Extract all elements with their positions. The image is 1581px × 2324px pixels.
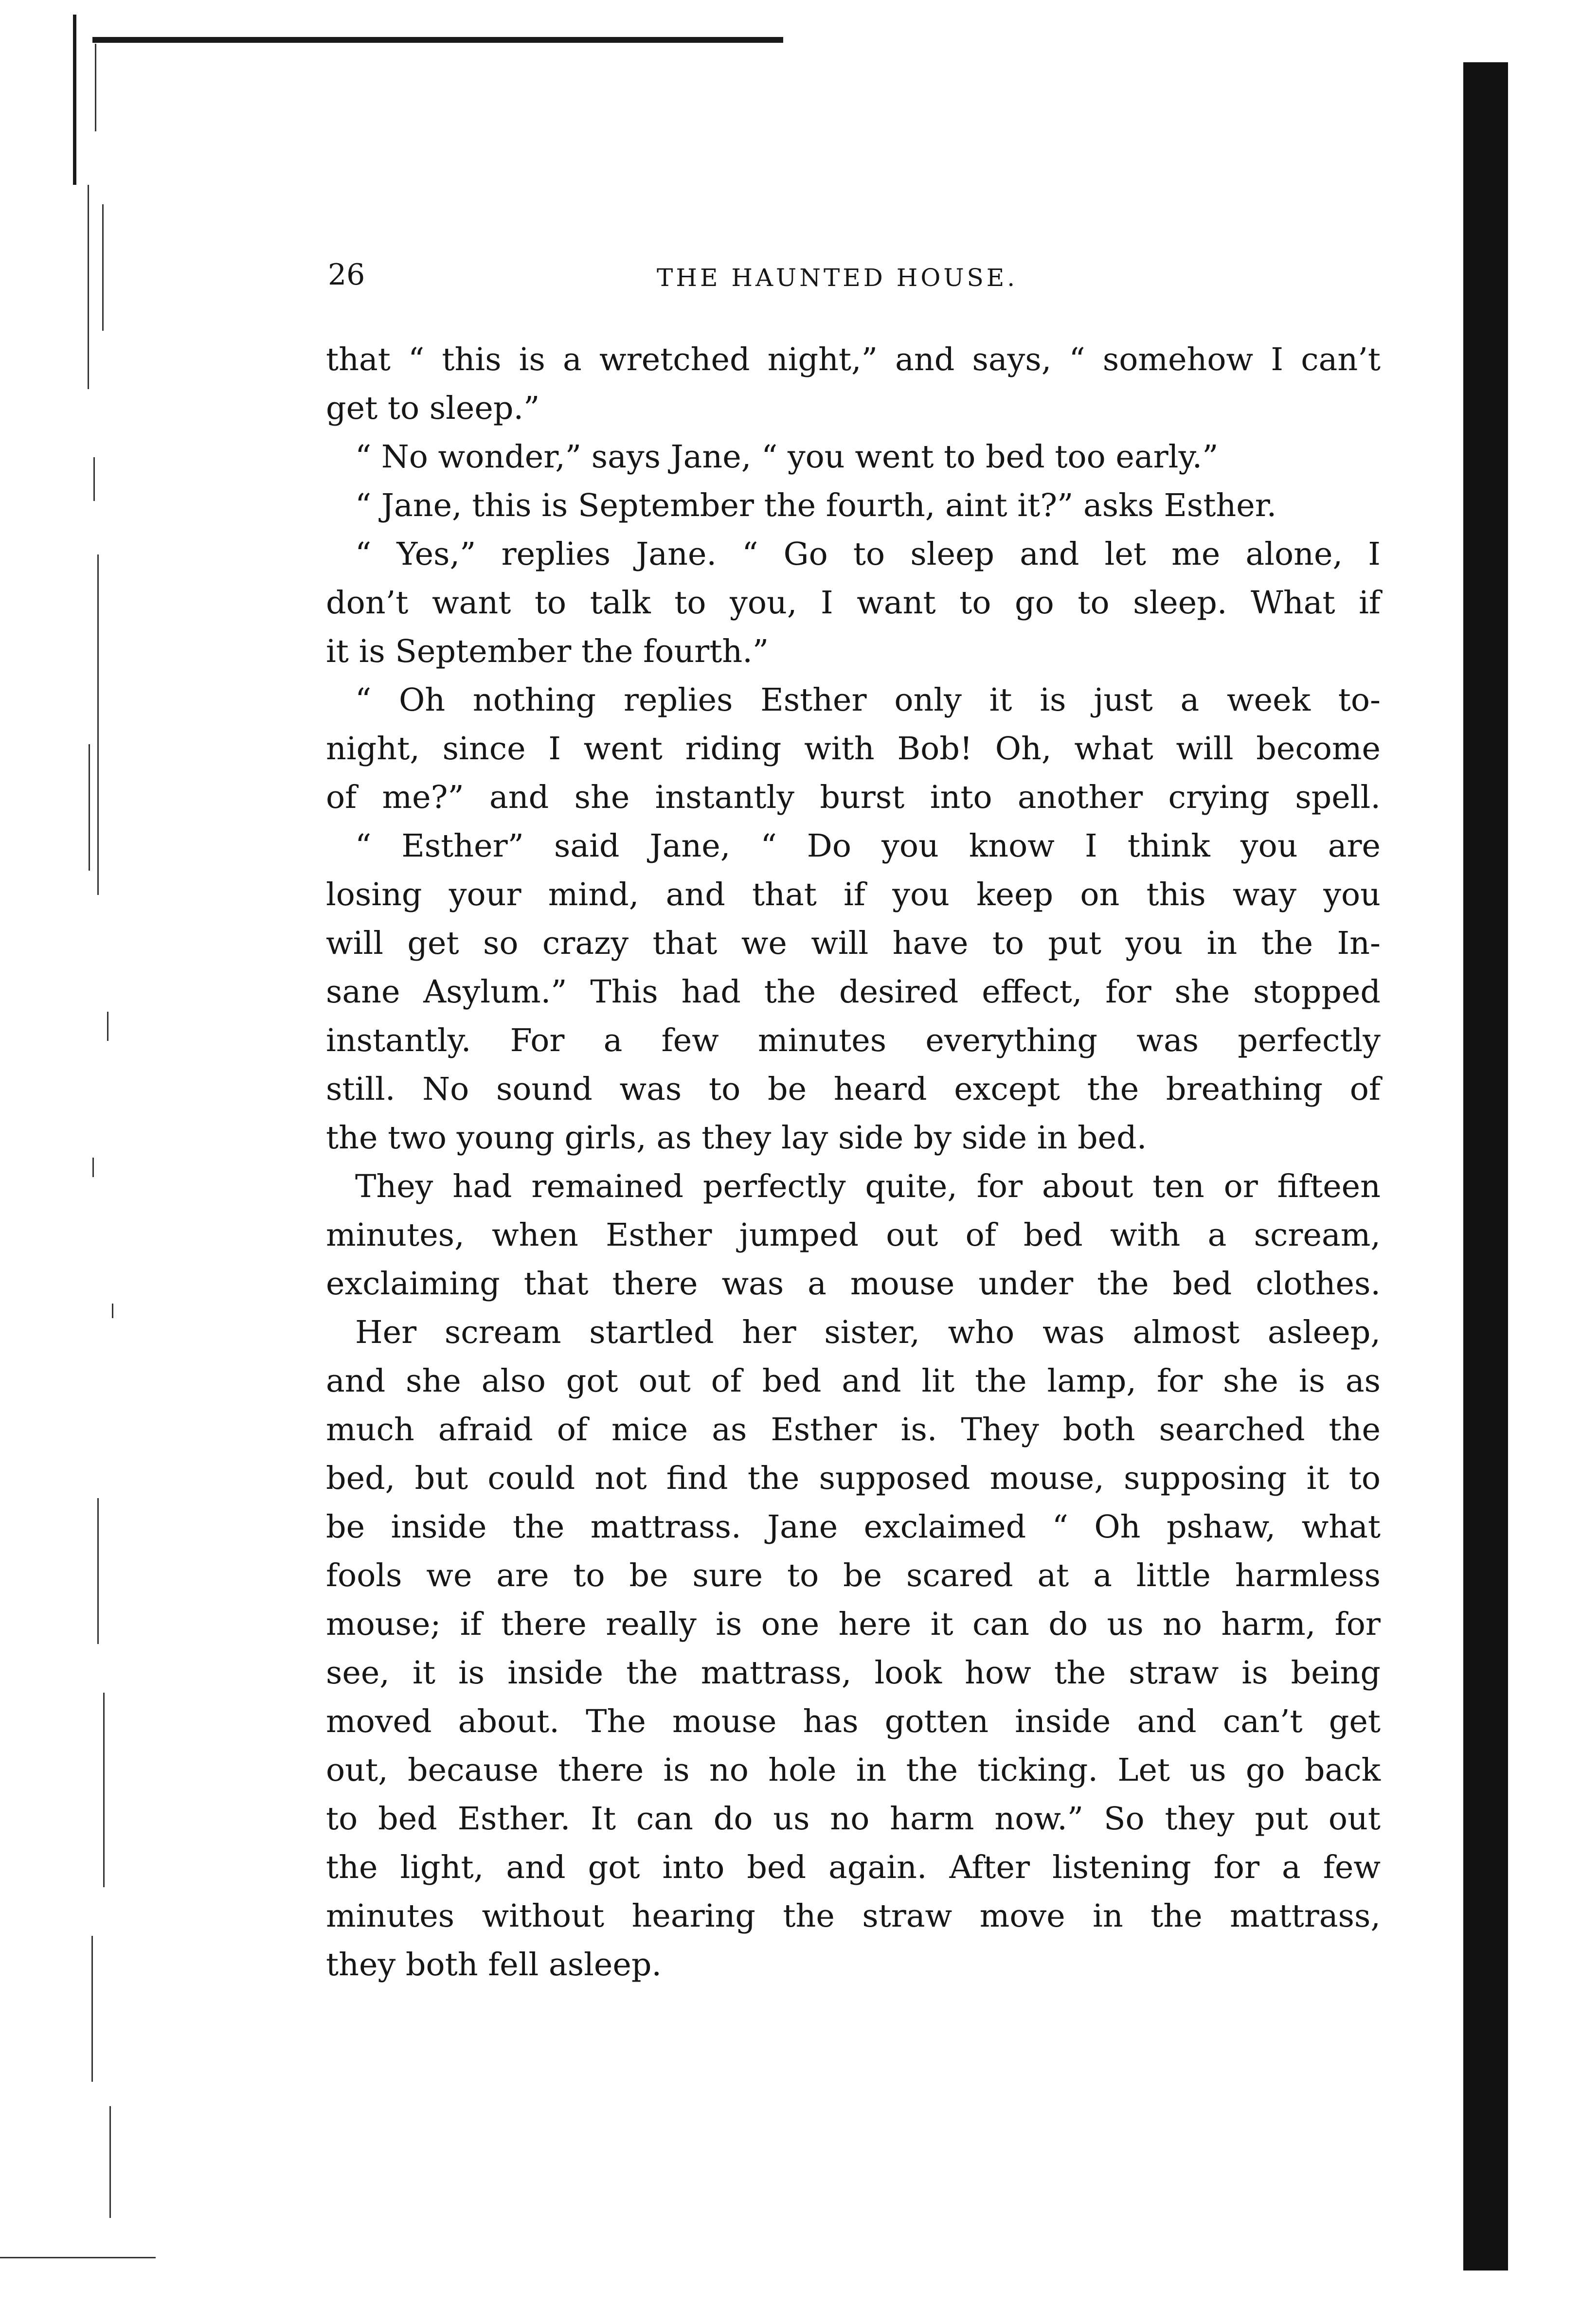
text-line: instantly. For a few minutes everything was perfectly — [326, 1022, 1381, 1059]
text-line: mouse; if there really is one here it can do us no harm, for — [326, 1606, 1381, 1643]
text-line: see, it is inside the mattrass, look how the straw is being — [326, 1655, 1381, 1691]
text-line: and she also got out of bed and lit the lamp, for she is as — [326, 1363, 1381, 1399]
text-line: don’t want to talk to you, I want to go to sleep. What if — [326, 585, 1381, 621]
text-line: much afraid of mice as Esther is. They both searched the — [326, 1412, 1381, 1448]
text-line: minutes without hearing the straw move in the mattrass, — [326, 1898, 1381, 1934]
text-line: “ Esther” said Jane, “ Do you know I think you are — [355, 828, 1381, 864]
page-number: 26 — [328, 258, 365, 292]
text-line: night, since I went riding with Bob! Oh, what will become — [326, 731, 1381, 767]
text-line: “ Oh nothing replies Esther only it is just a week to- — [355, 682, 1381, 718]
text-line: get to sleep.” — [326, 390, 540, 427]
text-line: it is September the fourth.” — [326, 633, 769, 670]
text-line: bed, but could not find the supposed mouse, supposing it to — [326, 1460, 1381, 1497]
text-line: They had remained perfectly quite, for about ten or fifteen — [355, 1168, 1381, 1205]
body-text — [326, 336, 1381, 1989]
text-line: “ Yes,” replies Jane. “ Go to sleep and let me alone, I — [355, 536, 1381, 572]
scan-edge-rule-top — [92, 37, 783, 43]
text-line: out, because there is no hole in the ticking. Let us go back — [326, 1752, 1381, 1788]
text-line: still. No sound was to be heard except the breathing of — [326, 1071, 1381, 1108]
text-line: exclaiming that there was a mouse under the bed clothes. — [326, 1266, 1381, 1302]
text-line: to bed Esther. It can do us no harm now.” So they put out — [326, 1801, 1381, 1837]
text-line: moved about. The mouse has gotten inside and can’t get — [326, 1703, 1381, 1740]
text-line: Her scream startled her sister, who was almost asleep, — [355, 1314, 1381, 1351]
text-line: minutes, when Esther jumped out of bed with a scream, — [326, 1217, 1381, 1253]
text-line: will get so crazy that we will have to put you in the In- — [326, 925, 1381, 962]
text-line: fools we are to be sure to be scared at a little harmless — [326, 1557, 1381, 1594]
scan-edge-rule-bottom — [0, 2257, 156, 2258]
text-line: the light, and got into bed again. After listening for a few — [326, 1849, 1381, 1886]
running-head: THE HAUNTED HOUSE. — [657, 264, 1018, 292]
scan-edge-rule-left — [73, 15, 76, 185]
text-line: “ Jane, this is September the fourth, aint it?” asks Esther. — [355, 487, 1277, 524]
text-line: they both fell asleep. — [326, 1947, 662, 1983]
text-line: be inside the mattrass. Jane exclaimed “ Oh pshaw, what — [326, 1509, 1381, 1545]
text-line: “ No wonder,” says Jane, “ you went to bed too early.” — [355, 439, 1219, 475]
text-line: the two young girls, as they lay side by side in bed. — [326, 1120, 1147, 1156]
text-line: losing your mind, and that if you keep on this way you — [326, 876, 1381, 913]
scan-edge-rule-left-inner — [95, 44, 96, 131]
binding-edge-marks — [83, 185, 122, 2218]
text-line: of me?” and she instantly burst into another crying spell. — [326, 779, 1381, 816]
scan-edge-shadow-right — [1463, 62, 1508, 2270]
text-line: sane Asylum.” This had the desired effect, for she stopped — [326, 974, 1381, 1010]
text-line: that “ this is a wretched night,” and says, “ somehow I can’t — [326, 341, 1381, 378]
